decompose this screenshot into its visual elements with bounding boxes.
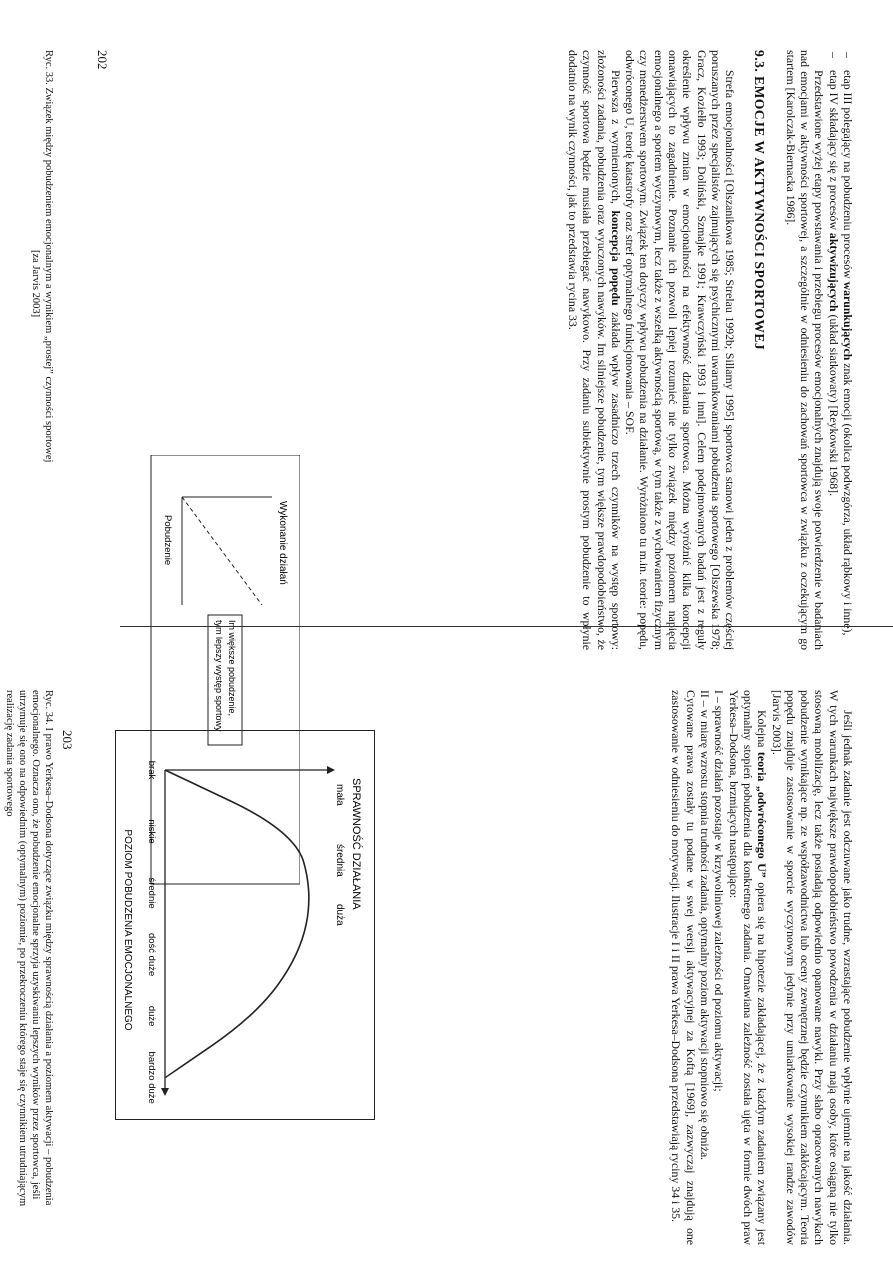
paragraph: Strefa emocjonalności [Olszanikowa 1985; Strelau 1992b; Sillamy 1995] sportowca stanowi jeden z problemów częściej poruszanych przez specjalistów zajmujących się psychicznymi uwarunkowaniami pobudzenia sportowego [Olszewska 1978; Gracz, Koziełło 1993; Doliński, Szmajke 1991; Krawczyński 1993 i inni]. Celem podejmowanych badań jest z reguły określenie wpływu zmian w emocjonalności na efektywność działania sportowca. Można wyróżnić kilka koncepcji omawiających to zagadnienie. Poznanie ich pozwoli lepiej rozumieć nie tylko związek między poziomem napięcia emocjonalnego a sportem wyczynowym, lecz także z wszelką aktywnością sportową, w tym także z wychowaniem fizycznym czy menedżerstwem sportowym. Związek ten dotyczy wpływu pobudzenia na działanie. Wyróżniono tu m.in. teorie: popędu, odwróconego U, teorię katastrofy oraz stref optymalnego funkcjonowania – SOF. <box>623 50 738 650</box>
figure-caption: Ryc. 33. Związek między pobudzeniem emocjonalnym a wynikiem „prostej” czynności sportowej [za Jarvis 2003] <box>30 50 54 463</box>
law-1: I – sprawność działań pozostaje w krzywoliniowej zależności od poziomu aktywacji; <box>712 690 727 1092</box>
bullet-item: – etap III polegający na pobudzeniu procesów warunkujących znak emocji (okolica podwzgórza, układ rąbkowy i inne), <box>841 52 855 636</box>
paragraph: Cytowane prawa zostały tu podane w swej wersji aktywacyjnej za Koftą [1969], zazwyczaj znajdują one zastosowanie w odniesieniu do motywacji. Ilustracje I i II prawa Yerkesa–Dodsona przedstawiają ryciny 34 i 35. <box>669 690 698 1245</box>
y-tick-label: duża <box>334 904 345 926</box>
paragraph: Kolejna teoria „odwróconego U” opiera się na hipotezie zakładającej, że z każdym zadaniem związany jest optymalny stopień pobudzenia dla konkretnego zadania. Omawiana zależność została ujęta w formie dwóch praw Yerkesa–Dodsona, brzmiących następująco: <box>726 690 770 1246</box>
right-page-text <box>669 690 855 1245</box>
paragraph: Pierwsza z wymienionych, koncepcja popędu zakłada wpływ zasadniczo trzech czynników na występ sportowy: złożoności zadania, pobudzenia oraz wyuczonych nawyków. Im silniejsze pobudzenie, tym większe prawdopodobieństwo, że czynność sportowa będzie musiała przebiegać nawykowo. Przy zadaniu subiektywnie prostym pobudzenie to wpłynie dodatnio na wynik czynności, jak to przedstawia rycina 33. <box>565 50 623 650</box>
right-page <box>4 690 855 1246</box>
paragraph: Jeśli jednak zadanie jest odczuwane jako trudne, wzrastające pobudzenie wpłynie ujemnie na jakość działania. W tych warunkach największe prawdopodobieństwo powodzenia w działaniu mają osoby, które osiągną nie tylko stosowną mobilizację, lecz także posiadają odpowiednio opanowane nawyki. Przy słabo opracowanych nawykach pobudzenie wynikające np. ze współzawodnictwa lub oceny zewnętrznej będzie czynnikiem zakłócającym. Teoria popędu znajduje zastosowanie w sporcie wyczynowym jedynie przy umiarkowanie wysokiej randze zawodów [Jarvis 2003]. <box>769 690 855 1245</box>
page-number: 202 <box>95 50 110 70</box>
trend-line <box>182 497 262 605</box>
box-line-2: tym lepszy występ sportowy <box>214 620 224 732</box>
x-tick-label: średnie <box>146 877 157 909</box>
figure-caption: Ryc. 34. I prawo Yerkesa–Dodsona dotyczące związku między sprawnością działania a poziomem aktywacji – pobudzenia emocjonalnego. Oznacza ono, że pobudzenie emocjonalne sprzyja uzyskiwaniu lepszych wyników przez sportowca, jeśli utrzymuje się ono na odpowiednim (optymalnym) poziomie, po przekroczeniu którego staje się czynnikiem utrudniającym realizację zadania sportowego <box>4 690 54 1207</box>
x-axis-title: POZIOM POBUDZENIA EMOCJONALNEGO <box>122 829 133 1031</box>
chart-title: SPRAWNOŚĆ DZIAŁANIA <box>350 778 362 910</box>
law-2: II – w miarę wzrostu stopnia trudności zadania, optymalny poziom aktywacji stopniowo się obniża. <box>698 690 713 1161</box>
page-number: 203 <box>60 730 75 750</box>
y-tick-label: średnia <box>334 844 345 877</box>
x-tick-label: dość duże <box>146 932 157 977</box>
x-tick-label: brak <box>146 760 157 780</box>
box-line-1: Im większe pobudzenie, <box>227 620 237 717</box>
page-divider <box>120 626 893 627</box>
x-tick-label: bardzo duże <box>146 1051 157 1104</box>
y-axis-label: Wykonanie działań <box>277 501 288 585</box>
paragraph: Przedstawione wyżej etapy powstawania i przebiegu procesów emocjonalnych znajdują swoje potwierdzenie w badaniach nad emocjami w aktywności sportowej, a szczególnie w odniesieniu do zachowań sportowca w związku z oczekującym go startem [Karolczak-Biernacka 1986]. <box>783 50 827 650</box>
x-arrow <box>161 1088 169 1096</box>
x-tick-label: niskie <box>146 819 157 844</box>
x-tick-label: duże <box>146 1005 157 1027</box>
x-axis-label: Pobudzenie <box>162 515 173 566</box>
bullet-item: – etap IV składający się z procesów aktywizujących (układ siatkowaty) [Reykowski 1968]. <box>826 52 841 497</box>
section-heading: 9.3. EMOCJE W AKTYWNOŚCI SPORTOWEJ <box>751 50 767 351</box>
figure-34-chart <box>115 730 375 1120</box>
y-tick-label: mała <box>334 784 345 806</box>
performance-curve <box>165 770 309 1078</box>
left-page-text <box>566 50 855 650</box>
y-arrow <box>327 766 335 774</box>
